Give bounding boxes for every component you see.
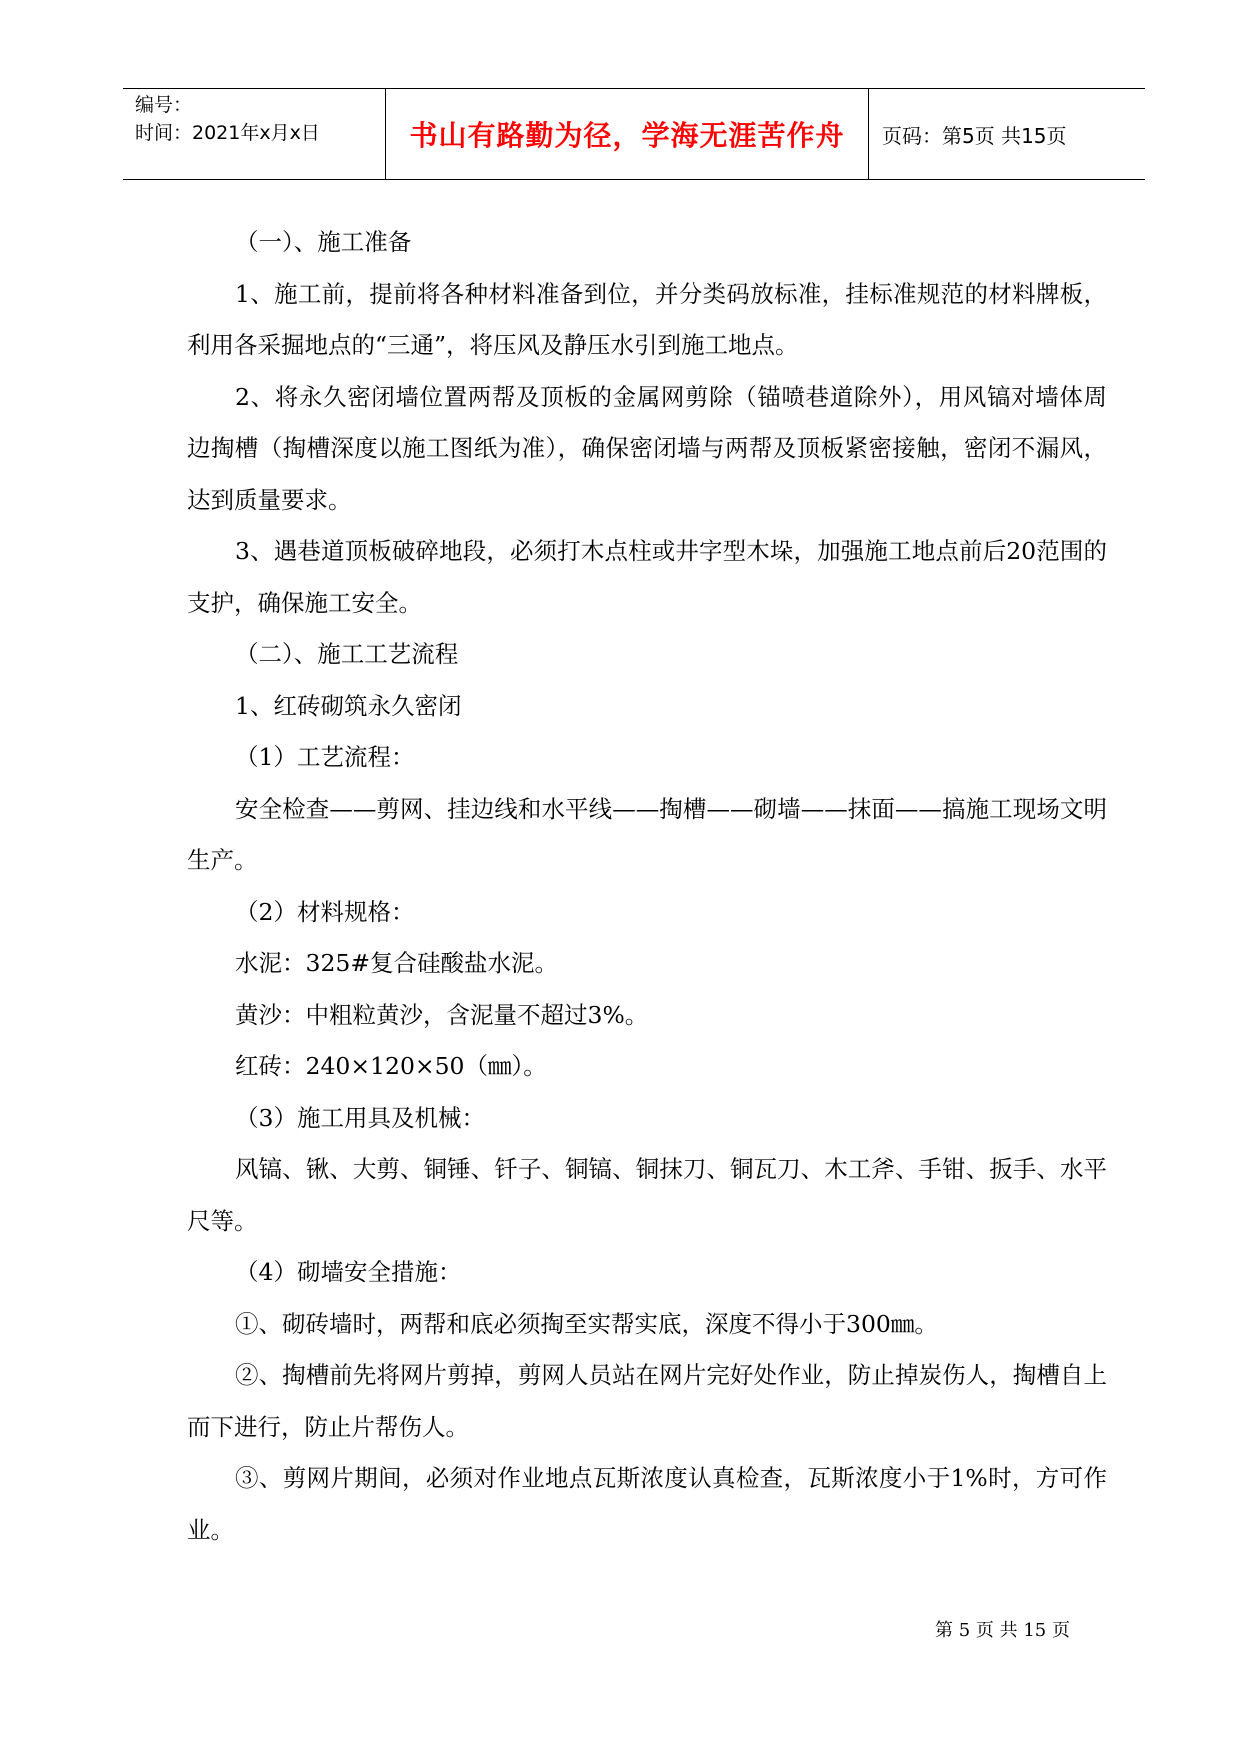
list-item: ③、剪网片期间，必须对作业地点瓦斯浓度认真检查，瓦斯浓度小于1%时，方可作业。 [187,1464,1107,1544]
subsection-heading: （3）施工用具及机械： [235,1103,485,1132]
paragraph: 3、遇巷道顶板破碎地段，必须打木点柱或井字型木垛，加强施工地点前后20范围的支护，确保施工安全。 [187,537,1107,617]
paragraph: 2、将永久密闭墙位置两帮及顶板的金属网剪除（锚喷巷道除外），用风镐对墙体周边掏槽（掏槽深度以施工图纸为准），确保密闭墙与两帮及顶板紧密接触，密闭不漏风，达到质量要求。 [187,382,1107,514]
subsection-heading: 1、红砖砌筑永久密闭 [235,691,462,720]
list-item: 红砖：240×120×50（㎜）。 [235,1052,547,1080]
header-meta [123,89,385,179]
subsection-heading: （1）工艺流程： [235,743,415,771]
header-motto: 书山有路勤为径，学海无涯苦作舟 [385,89,869,179]
subsection-heading: （4）砌墙安全措施： [235,1258,462,1286]
list-item: 水泥：325#复合硅酸盐水泥。 [235,949,559,977]
document-header [123,88,1145,180]
paragraph: 1、施工前，提前将各种材料准备到位，并分类码放标准，挂标准规范的材料牌板，利用各采掘地点的“三通”，将压风及静压水引到施工地点。 [187,279,1107,359]
list-item: ②、掏槽前先将网片剪掉，剪网人员站在网片完好处作业，防止掉炭伤人，掏槽自上而下进行，防止片帮伤人。 [187,1361,1107,1441]
serial-label: 编号： [135,94,193,116]
paragraph: 安全检查——剪网、挂边线和水平线——掏槽——砌墙——抹面——搞施工现场文明生产。 [187,794,1107,874]
subsection-heading: （2）材料规格： [235,897,415,926]
time-label: 时间：2021年x月x日 [135,122,320,144]
section-heading: （一）、施工准备 [235,228,412,256]
list-item: ①、砌砖墙时，两帮和底必须掏至实帮实底，深度不得小于300㎜。 [235,1309,938,1338]
section-heading: （二）、施工工艺流程 [235,640,459,668]
paragraph: 风镐、锹、大剪、铜锤、钎子、铜镐、铜抹刀、铜瓦刀、木工斧、手钳、扳手、水平尺等。 [187,1155,1107,1235]
header-page-label: 页码：第5页 共15页 [882,123,1067,148]
list-item: 黄沙：中粗粒黄沙，含泥量不超过3%。 [235,1000,649,1029]
page-footer: 第 5 页 共 15 页 [935,1620,1070,1641]
document-body [187,217,1107,1556]
